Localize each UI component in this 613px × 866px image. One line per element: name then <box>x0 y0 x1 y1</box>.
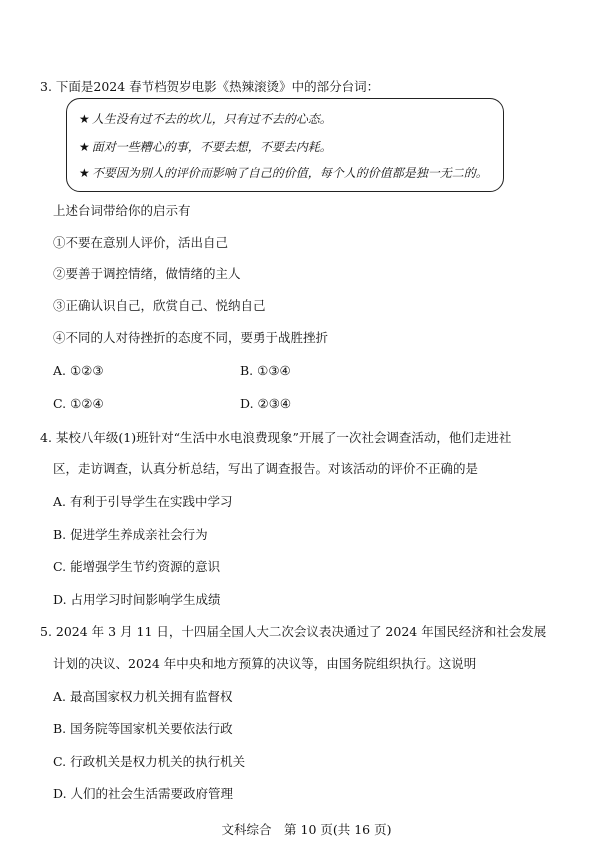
q3-option-a[interactable]: A. ①②③ <box>53 363 104 378</box>
q4-option-a[interactable]: A. 有利于引导学生在实践中学习 <box>53 494 233 509</box>
q3-item-2: ②要善于调控情绪，做情绪的主人 <box>53 266 241 281</box>
q3-option-b[interactable]: B. ①③④ <box>240 363 291 378</box>
q4-stem-line-2: 区，走访调查，认真分析总结，写出了调查报告。对该活动的评价不正确的是 <box>53 461 479 476</box>
q3-item-3: ③正确认识自己，欣赏自己、悦纳自己 <box>53 298 266 313</box>
q5-option-d[interactable]: D. 人们的社会生活需要政府管理 <box>53 786 234 801</box>
q4-option-d[interactable]: D. 占用学习时间影响学生成绩 <box>53 592 221 607</box>
q3-item-4: ④不同的人对待挫折的态度不同，要勇于战胜挫折 <box>53 330 329 345</box>
quote-3: ★ 不要因为别人的评价而影响了自己的价值，每个人的价值都是独一无二的。 <box>79 166 488 180</box>
star-icon: ★ <box>79 112 90 126</box>
q5-option-b[interactable]: B. 国务院等国家机关要依法行政 <box>53 721 233 736</box>
q4-stem-line-1: 4. 某校八年级(1)班针对“生活中水电浪费现象”开展了一次社会调查活动，他们走进社 <box>40 430 512 445</box>
q5-stem-line-2: 计划的决议、2024 年中央和地方预算的决议等，由国务院组织执行。这说明 <box>53 656 477 671</box>
q5-option-c[interactable]: C. 行政机关是权力机关的执行机关 <box>53 754 246 769</box>
q4-option-c[interactable]: C. 能增强学生节约资源的意识 <box>53 559 221 574</box>
q3-stem: 3. 下面是2024 春节档贺岁电影《热辣滚烫》中的部分台词： <box>40 79 380 94</box>
star-icon: ★ <box>79 166 90 180</box>
page-footer: 文科综合 第 10 页(共 16 页) <box>221 822 392 837</box>
quote-box <box>66 98 504 192</box>
q3-item-1: ①不要在意别人评价，活出自己 <box>53 235 229 250</box>
q3-option-d[interactable]: D. ②③④ <box>240 396 292 411</box>
quote-2: ★ 面对一些糟心的事，不要去想，不要去内耗。 <box>79 140 332 154</box>
quote-1: ★ 人生没有过不去的坎儿，只有过不去的心态。 <box>79 112 332 126</box>
q3-option-c[interactable]: C. ①②④ <box>53 396 104 411</box>
q5-stem-line-1: 5. 2024 年 3 月 11 日，十四届全国人大二次会议表决通过了 2024 年国民经济和社会发展 <box>40 624 547 639</box>
star-icon: ★ <box>79 140 90 154</box>
q3-question: 上述台词带给你的启示有 <box>53 203 191 218</box>
q4-option-b[interactable]: B. 促进学生养成亲社会行为 <box>53 527 208 542</box>
q5-option-a[interactable]: A. 最高国家权力机关拥有监督权 <box>53 689 233 704</box>
